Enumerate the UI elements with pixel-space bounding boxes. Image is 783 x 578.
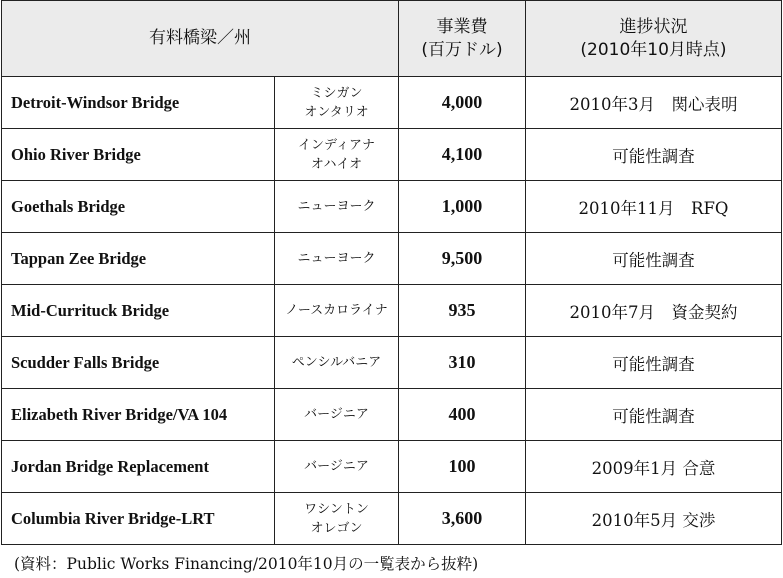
header-status-line1: 進捗状況 bbox=[619, 16, 688, 37]
progress-status: 2009年1月 合意 bbox=[526, 441, 782, 493]
table-row bbox=[2, 233, 782, 285]
header-cost-line1: 事業費 bbox=[436, 16, 488, 37]
state-line2: オンタリオ bbox=[304, 104, 369, 120]
table-row bbox=[2, 285, 782, 337]
header-cost bbox=[399, 1, 526, 77]
state-line1: ミシガン bbox=[310, 85, 363, 101]
project-cost: 1,000 bbox=[399, 181, 526, 233]
project-cost: 9,500 bbox=[399, 233, 526, 285]
state-line1: ニューヨーク bbox=[297, 251, 376, 266]
table-row bbox=[2, 389, 782, 441]
progress-status: 可能性調査 bbox=[526, 337, 782, 389]
state-line2: オハイオ bbox=[310, 156, 363, 172]
project-cost: 935 bbox=[399, 285, 526, 337]
table-row bbox=[2, 129, 782, 181]
progress-status: 可能性調査 bbox=[526, 129, 782, 181]
header-bridge-state: 有料橋梁／州 bbox=[2, 1, 399, 77]
state-cell bbox=[275, 181, 399, 233]
project-cost: 3,600 bbox=[399, 493, 526, 545]
bridge-name: Goethals Bridge bbox=[2, 181, 275, 233]
project-cost: 4,000 bbox=[399, 77, 526, 129]
state-line1: バージニア bbox=[304, 459, 369, 474]
table-header-row bbox=[2, 1, 782, 77]
header-cost-line2: (百万ドル) bbox=[421, 39, 503, 60]
table-row bbox=[2, 493, 782, 545]
progress-status: 2010年3月 関心表明 bbox=[526, 77, 782, 129]
project-cost: 4,100 bbox=[399, 129, 526, 181]
state-cell bbox=[275, 285, 399, 337]
bridge-name: Mid-Currituck Bridge bbox=[2, 285, 275, 337]
progress-status: 可能性調査 bbox=[526, 233, 782, 285]
state-line2: オレゴン bbox=[310, 520, 363, 536]
bridge-name: Jordan Bridge Replacement bbox=[2, 441, 275, 493]
state-line1: ワシントン bbox=[304, 501, 369, 517]
table-row bbox=[2, 441, 782, 493]
source-footnote: (資料：Public Works Financing/2010年10月の一覧表から抜粋) bbox=[14, 555, 479, 573]
header-status-line2: (2010年10月時点) bbox=[580, 39, 727, 60]
bridge-name: Columbia River Bridge-LRT bbox=[2, 493, 275, 545]
project-cost: 400 bbox=[399, 389, 526, 441]
state-cell bbox=[275, 441, 399, 493]
state-line1: インディアナ bbox=[298, 137, 375, 153]
state-cell bbox=[275, 129, 399, 181]
state-cell bbox=[275, 493, 399, 545]
state-cell bbox=[275, 337, 399, 389]
bridge-name: Elizabeth River Bridge/VA 104 bbox=[2, 389, 275, 441]
bridge-name: Tappan Zee Bridge bbox=[2, 233, 275, 285]
bridge-name: Scudder Falls Bridge bbox=[2, 337, 275, 389]
bridge-name: Detroit-Windsor Bridge bbox=[2, 77, 275, 129]
state-line1: ペンシルバニア bbox=[291, 355, 382, 370]
project-cost: 100 bbox=[399, 441, 526, 493]
table-row bbox=[2, 181, 782, 233]
project-cost: 310 bbox=[399, 337, 526, 389]
progress-status: 2010年11月 RFQ bbox=[526, 181, 782, 233]
state-line1: ノースカロライナ bbox=[285, 303, 388, 318]
progress-status: 2010年7月 資金契約 bbox=[526, 285, 782, 337]
state-cell bbox=[275, 389, 399, 441]
toll-bridge-table bbox=[1, 0, 782, 545]
progress-status: 可能性調査 bbox=[526, 389, 782, 441]
bridge-name: Ohio River Bridge bbox=[2, 129, 275, 181]
state-line1: バージニア bbox=[304, 407, 369, 422]
state-line1: ニューヨーク bbox=[297, 199, 376, 214]
header-status bbox=[526, 1, 782, 77]
table-row bbox=[2, 337, 782, 389]
state-cell bbox=[275, 77, 399, 129]
progress-status: 2010年5月 交渉 bbox=[526, 493, 782, 545]
state-cell bbox=[275, 233, 399, 285]
table-row bbox=[2, 77, 782, 129]
